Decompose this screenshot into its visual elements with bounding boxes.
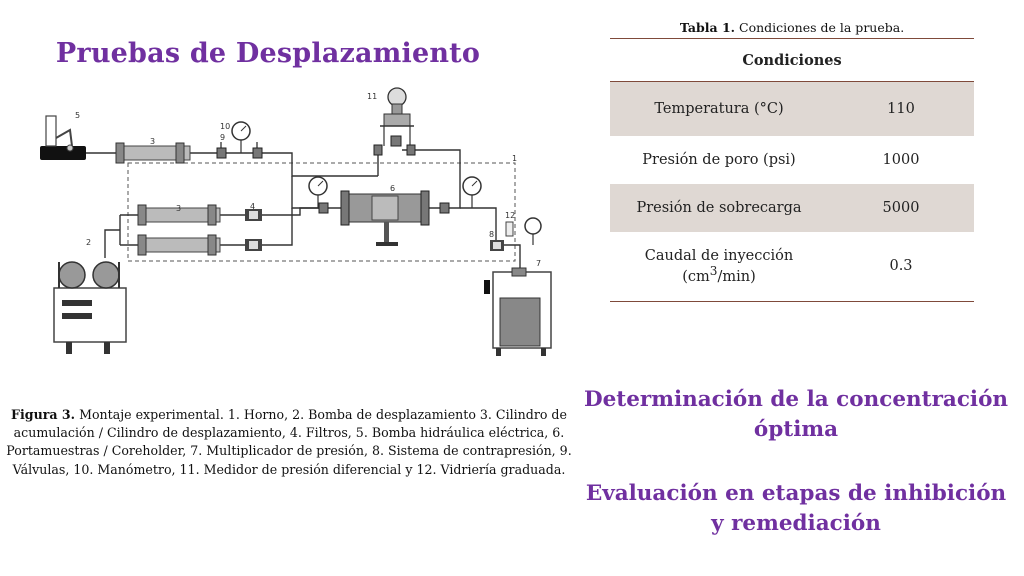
conditions-table — [610, 38, 974, 302]
label-11: 11 — [367, 92, 378, 101]
label-12: 12 — [505, 211, 516, 220]
label-4: 4 — [250, 202, 256, 211]
figure-caption-prefix: Figura 3. — [11, 407, 76, 422]
table-header: Condiciones — [610, 39, 974, 82]
experimental-setup-diagram — [0, 0, 600, 400]
label-9: 9 — [220, 133, 226, 142]
table-caption-text: Condiciones de la prueba. — [739, 20, 905, 35]
param-line-2-post: /min) — [717, 268, 756, 285]
label-10: 10 — [220, 122, 231, 131]
table-cell-value: 5000 — [828, 184, 974, 232]
table-row — [610, 232, 974, 302]
table-caption — [610, 20, 974, 35]
label-8: 8 — [489, 230, 495, 239]
back-pressure-system — [490, 240, 504, 251]
label-5: 5 — [75, 111, 81, 120]
table-row — [610, 82, 974, 136]
table-cell-param: Temperatura (°C) — [610, 82, 828, 136]
table-cell-param: Presión de poro (psi) — [642, 151, 796, 168]
differential-pressure-meter — [374, 88, 415, 155]
param-line-1: Caudal de inyección — [644, 247, 794, 264]
accumulation-cylinder-top — [116, 143, 190, 163]
label-6: 6 — [390, 184, 396, 193]
label-2: 2 — [86, 238, 92, 247]
filters — [245, 209, 262, 251]
figure-caption — [6, 406, 572, 479]
table-cell-value: 0.3 — [828, 232, 974, 302]
page-title: Pruebas de Desplazamiento — [55, 38, 481, 69]
table-caption-prefix: Tabla 1. — [679, 20, 736, 35]
pressure-multiplier — [484, 268, 551, 356]
label-3-top: 3 — [150, 137, 156, 146]
table-row — [610, 184, 974, 232]
table-cell-value: 110 — [828, 82, 974, 136]
figure-caption-text: Montaje experimental. 1. Horno, 2. Bomba de desplazamiento 3. Cilindro de acumulación / Cilindro de desplazamiento, 4. Filtros, 5. Bomba hidráulica eléctrica, 6. Portamuestras / Coreholder, 7. Multiplicador de presión, 8. Sistema de contrapresión, 9. Válvulas, 10. Manómetro, 11. Medidor de presión diferencial y 12. Vidriería graduada. — [6, 407, 572, 477]
label-3-bottom: 3 — [176, 204, 182, 213]
heading-optimal-concentration: Determinación de la concentración óptima — [583, 387, 1009, 442]
table-cell-param: Presión de sobrecarga — [610, 184, 828, 232]
param-line-2-sup: 3 — [709, 263, 718, 278]
table-row — [610, 136, 974, 184]
coreholder — [319, 191, 449, 246]
hydraulic-pump — [40, 116, 86, 160]
label-1: 1 — [512, 154, 518, 163]
displacement-pump — [54, 262, 126, 354]
table-cell-param — [610, 232, 828, 302]
heading-inhibition-remediation: Evaluación en etapas de inhibición y remediación — [585, 481, 1007, 536]
graduated-glassware — [506, 218, 541, 245]
table-cell-value: 1000 — [882, 151, 920, 168]
param-line-2-pre: (cm — [682, 268, 710, 285]
label-7: 7 — [536, 259, 542, 268]
